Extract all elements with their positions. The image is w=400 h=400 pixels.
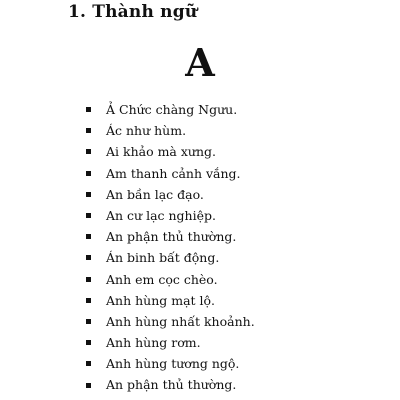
list-item	[86, 374, 255, 395]
bullet-icon	[86, 361, 91, 366]
idiom-text: An cư lạc nghiệp.	[106, 207, 216, 223]
idiom-text: Anh hùng mạt lộ.	[106, 292, 216, 308]
bullet-icon	[86, 107, 91, 112]
idiom-text: Anh em cọc chèo.	[106, 271, 218, 287]
bullet-icon	[86, 319, 91, 324]
idiom-text: An phận thủ thường.	[106, 229, 237, 245]
idiom-text: Ai khảo mà xưng.	[106, 144, 216, 160]
section-heading: 1. Thành ngữ	[68, 2, 198, 22]
idiom-text: Ả Chức chàng Ngưu.	[106, 102, 238, 117]
list-item	[86, 163, 255, 184]
idiom-text: An phận thủ thường.	[106, 377, 237, 393]
list-item	[86, 311, 255, 332]
list-item	[86, 99, 255, 120]
bullet-icon	[86, 149, 91, 154]
list-item	[86, 269, 255, 290]
list-item	[86, 290, 255, 311]
idiom-text: Anh hùng nhất khoảnh.	[106, 313, 255, 329]
bullet-icon	[86, 298, 91, 303]
idiom-text: Anh hùng rơm.	[106, 335, 201, 351]
list-item	[86, 353, 255, 374]
bullet-icon	[86, 213, 91, 218]
list-item	[86, 205, 255, 226]
list-item	[86, 184, 255, 205]
idiom-text: Ác như hùm.	[106, 123, 187, 139]
bullet-icon	[86, 192, 91, 197]
bullet-icon	[86, 234, 91, 239]
idiom-text: Anh hùng tương ngộ.	[106, 356, 240, 372]
bullet-icon	[86, 171, 91, 176]
bullet-icon	[86, 255, 91, 260]
list-item	[86, 141, 255, 162]
bullet-icon	[86, 128, 91, 133]
list-item	[86, 332, 255, 353]
list-item	[86, 226, 255, 247]
bullet-icon	[86, 383, 91, 388]
idiom-text: An bần lạc đạo.	[106, 186, 204, 202]
list-item	[86, 120, 255, 141]
idiom-text: Am thanh cảnh vắng.	[106, 165, 241, 181]
letter-heading: A	[185, 40, 215, 85]
list-item	[86, 247, 255, 268]
idiom-text: Án binh bất động.	[106, 250, 220, 266]
idiom-list	[86, 99, 255, 396]
bullet-icon	[86, 340, 91, 345]
bullet-icon	[86, 277, 91, 282]
